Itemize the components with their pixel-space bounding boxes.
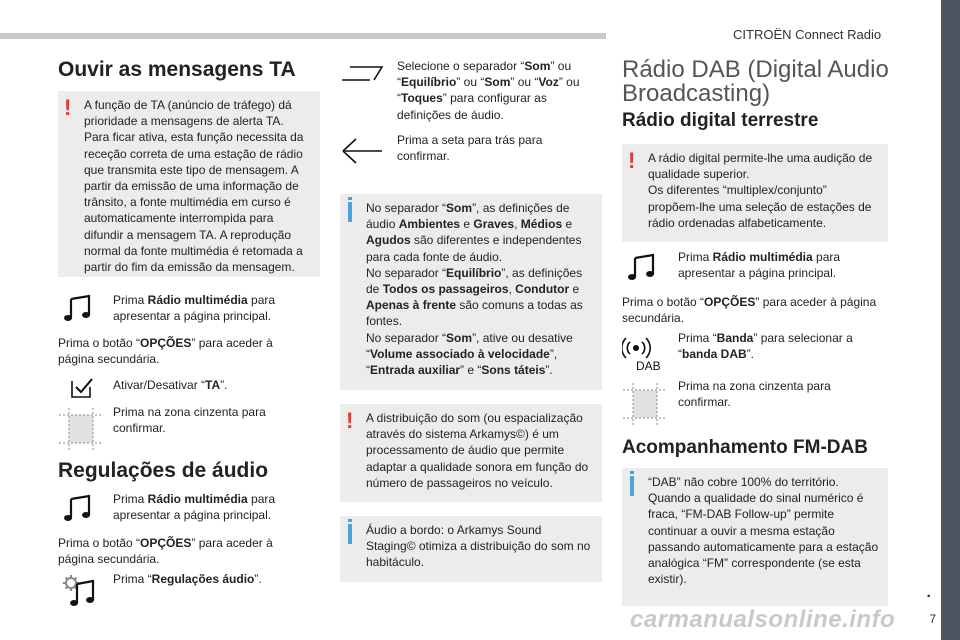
back-arrow-icon (340, 136, 384, 166)
warning-icon: ! (628, 148, 636, 173)
info-box-audio (340, 194, 602, 390)
svg-text:DAB: DAB (636, 359, 661, 372)
info-text: “DAB” não cobre 100% do território. Quando a qualidade do sinal numérico é fraca, “FM-DAB Follow-up” permite continuar a ouvir a mesma estação passando automaticamente para a estação analógica “FM” correspondente (se esta existir). (648, 475, 879, 587)
music-note-icon (62, 293, 96, 323)
warning-icon: ! (346, 408, 354, 433)
page-number: 7 (929, 612, 936, 626)
step-open-media-2: Prima Rádio multimédia para apresentar a página principal. (113, 492, 276, 523)
step-confirm-grey-2: Prima na zona cinzenta para confirmar. (678, 379, 831, 410)
info-icon (348, 202, 352, 222)
warning-text: A função de TA (anúncio de tráfego) dá prioridade a mensagens de alerta TA. Para ficar ativa, esta função necessita da receção correta de uma estação de rádio que transmita este tipo de mensagem. A partir da emissão de uma informação de trânsito, a fonte multimédia em curso é automaticamente interrompida para difundir a mensagem TA. A reprodução normal da fonte multimédia é retomada a partir do fim da emissão da mensagem. (84, 98, 304, 275)
side-tab-bar (941, 0, 960, 640)
step-toggle-ta: Ativar/Desativar “TA”. (113, 378, 228, 392)
section-title-audio: Regulações de áudio (58, 459, 269, 482)
watermark: carmanualsonline.info (630, 606, 896, 633)
step-select-tab: Selecione o separador “Som” ou “Equilíbrio” ou “Som” ou “Voz” ou “Toques” para configurar as definições de áudio. (397, 59, 580, 122)
info-box-staging (340, 516, 602, 582)
header-rule (0, 33, 606, 39)
section-title-ta: Ouvir as mensagens TA (58, 58, 296, 81)
info-text: Áudio a bordo: o Arkamys Sound Staging© otimiza a distribuição do som no habitáculo. (366, 523, 591, 570)
warning-box-dab (622, 144, 888, 242)
step-back-confirm: Prima a seta para trás para confirmar. (397, 133, 543, 164)
chapter-title-line2: Broadcasting) (622, 80, 771, 107)
para-options-2: Prima o botão “OPÇÕES” para aceder à página secundária. (58, 536, 273, 567)
para-options: Prima o botão “OPÇÕES” para aceder à página secundária. (58, 336, 273, 367)
checkbox-icon (68, 375, 96, 401)
warning-text: A distribuição do som (ou espacialização através do sistema Arkamys©) é um processamento de áudio que permite adaptar a qualidade sonora em função do número de passageiros no veículo. (366, 411, 589, 490)
info-text: No separador “Som”, as definições de áudio Ambientes e Graves, Médios e Agudos são diferentes e independentes para cada fonte de áudio. No separador “Equilíbrio”, as definições de Todos os passageiros, Condutor e Apenas à frente são comuns a todas as fontes. No separador “Som”, ative ou desative “Volume associado à velocidade”, “Entrada auxiliar” e “Sons táteis”. (366, 201, 583, 378)
grey-zone-icon (58, 407, 102, 451)
section-title-digital: Rádio digital terrestre (622, 110, 819, 131)
audio-settings-icon (60, 572, 100, 610)
info-box-fmdab (622, 468, 888, 606)
music-note-icon (626, 252, 660, 282)
warning-box-ta (58, 91, 320, 277)
warning-text: A rádio digital permite-lhe uma audição de qualidade superior. Os diferentes “multiplex/conjunto” propõem-lhe uma seleção de estações de rádio ordenadas alfabeticamente. (648, 151, 873, 230)
music-note-icon (62, 493, 96, 523)
grey-zone-icon (622, 382, 666, 426)
header-title: CITROËN Connect Radio (733, 27, 882, 42)
section-title-fmdab: Acompanhamento FM-DAB (622, 437, 868, 458)
chapter-title-line1: Rádio DAB (Digital Audio (622, 56, 889, 83)
step-confirm-grey: Prima na zona cinzenta para confirmar. (113, 405, 266, 436)
step-open-media-3: Prima Rádio multimédia para apresentar a página principal. (678, 250, 841, 281)
step-open-media: Prima Rádio multimédia para apresentar a página principal. (113, 293, 276, 324)
info-icon (630, 476, 634, 496)
tab-icon (340, 62, 384, 84)
warning-icon: ! (64, 95, 72, 120)
dab-icon (622, 334, 668, 372)
step-band-dab: Prima “Banda” para selecionar a “banda DAB”. (678, 331, 853, 362)
info-icon (348, 524, 352, 544)
para-options-3: Prima o botão “OPÇÕES” para aceder à página secundária. (622, 295, 877, 326)
warning-box-arkamys (340, 404, 602, 502)
step-audio-settings: Prima “Regulações áudio”. (113, 572, 262, 586)
page-mark: . (926, 584, 931, 601)
